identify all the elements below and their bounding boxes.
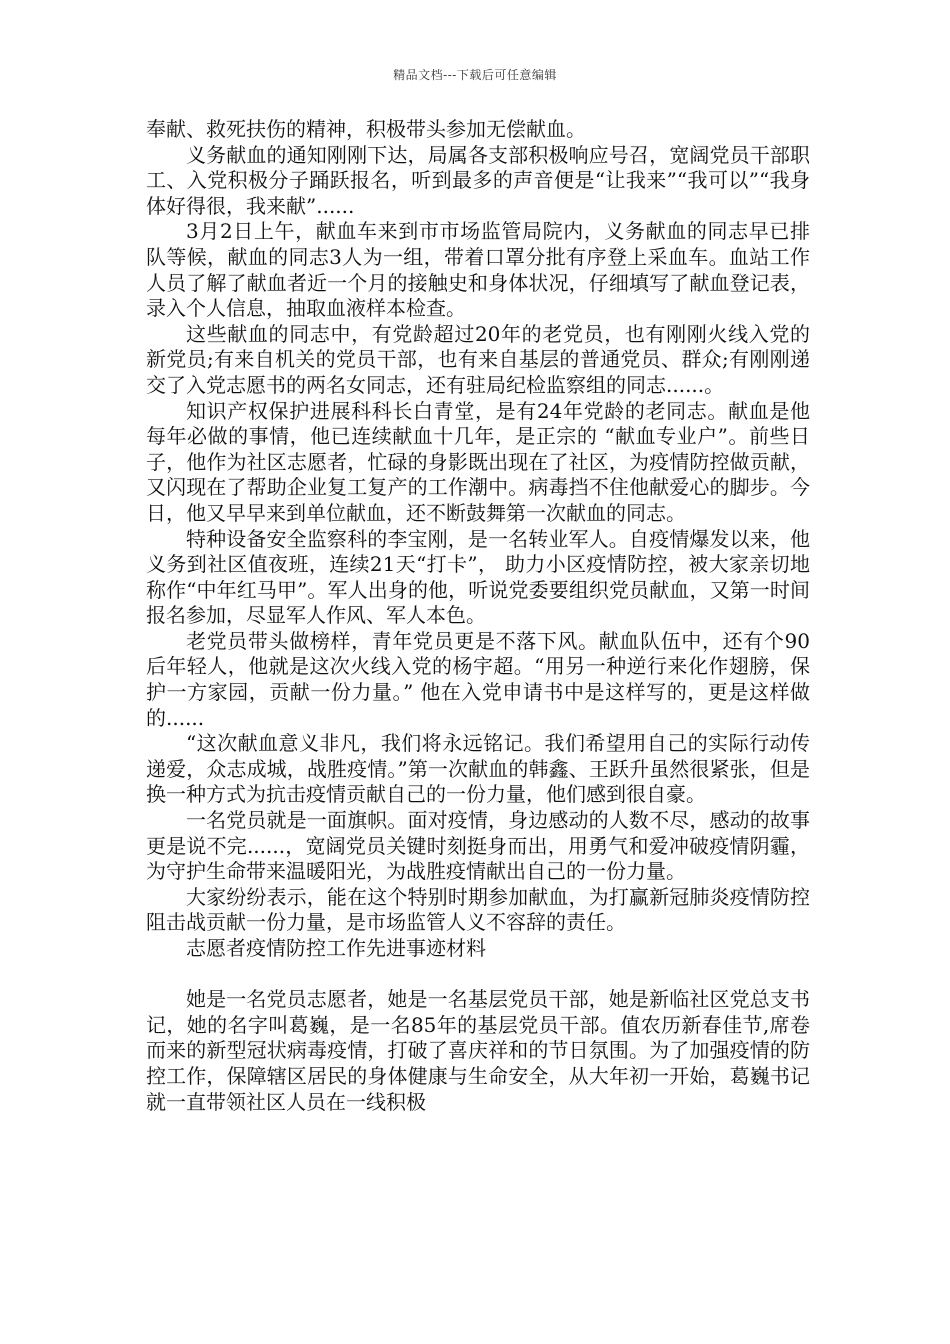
paragraph: 她是一名党员志愿者，她是一名基层党员干部，她是新临社区党总支书记，她的名字叫葛巍，是一名85年的基层党员干部。值农历新春佳节,席卷而来的新型冠状病毒疫情，打破了喜庆祥和的节日氛围。为了加强疫情的防控工作，保障辖区居民的身体健康与生命安全，从大年初一开始，葛巍书记就一直带领社区人员在一线积极	[146, 987, 810, 1114]
paragraph: 这些献血的同志中，有党龄超过20年的老党员，也有刚刚火线入党的新党员;有来自机关的党员干部，也有来自基层的普通党员、群众;有刚刚递交了入党志愿书的两名女同志，还有驻局纪检监察组的同志......。	[146, 321, 810, 397]
paragraph: 一名党员就是一面旗帜。面对疫情，身边感动的人数不尽，感动的故事更是说不完......，宽阔党员关键时刻挺身而出，用勇气和爱冲破疫情阴霾，为守护生命带来温暖阳光，为战胜疫情献出自己的一份力量。	[146, 808, 810, 884]
paragraph: 知识产权保护进展科科长白青堂，是有24年党龄的老同志。献血是他每年必做的事情，他已连续献血十几年，是正宗的 “献血专业户”。前些日子，他作为社区志愿者，忙碌的身影既出现在了社区，为疫情防控做贡献，又闪现在了帮助企业复工复产的工作潮中。病毒挡不住他献爱心的脚步。今日，他又早早来到单位献血，还不断鼓舞第一次献血的同志。	[146, 398, 810, 525]
section-title: 志愿者疫情防控工作先进事迹材料	[186, 936, 486, 960]
page-header: 精品文档---下载后可任意编辑	[393, 68, 557, 82]
paragraph: 特种设备安全监察科的李宝刚，是一名转业军人。自疫情爆发以来，他义务到社区值夜班，连续21天“打卡”， 助力小区疫情防控，被大家亲切地称作“中年红马甲”。军人出身的他，听说党委要组织党员献血，又第一时间报名参加，尽显军人作风、军人本色。	[146, 526, 810, 628]
paragraph: 3月2日上午，献血车来到市市场监管局院内，义务献血的同志早已排队等候，献血的同志3人为一组，带着口罩分批有序登上采血车。血站工作人员了解了献血者近一个月的接触史和身体状况，仔细填写了献血登记表，录入个人信息，抽取血液样本检查。	[146, 219, 810, 321]
paragraph: 老党员带头做榜样，青年党员更是不落下风。献血队伍中，还有个90后年轻人，他就是这次火线入党的杨宇超。“用另一种逆行来化作翅膀，保护一方家园，贡献一份力量。” 他在入党申请书中是这样写的，更是这样做的......	[146, 628, 810, 730]
paragraph: 义务献血的通知刚刚下达，局属各支部积极响应号召，宽阔党员干部职工、入党积极分子踊跃报名，听到最多的声音便是“让我来”“我可以”“我身体好得很，我来献”......	[146, 142, 810, 218]
document-body	[146, 117, 810, 1115]
paragraph: 大家纷纷表示，能在这个特别时期参加献血，为打赢新冠肺炎疫情防控阻击战贡献一份力量，是市场监管人义不容辞的责任。	[146, 884, 810, 935]
paragraph: “这次献血意义非凡，我们将永远铭记。我们希望用自己的实际行动传递爱，众志成城，战胜疫情。”第一次献血的韩鑫、王跃升虽然很紧张，但是换一种方式为抗击疫情贡献自己的一份力量，他们感到很自豪。	[146, 731, 810, 807]
paragraph-continuation: 奉献、救死扶伤的精神，积极带头参加无偿献血。	[146, 117, 586, 141]
blank-line	[146, 962, 810, 988]
